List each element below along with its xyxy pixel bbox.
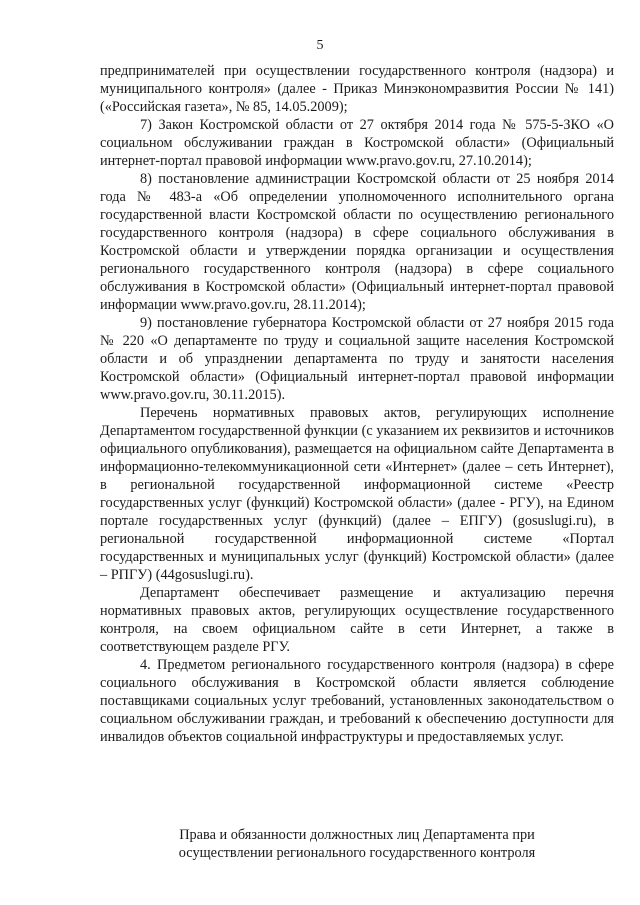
paragraph-item-7: 7) Закон Костромской области от 27 октября 2014 года № 575-5-ЗКО «О социальном обслуживании граждан в Костромской области» (Официальный интернет-портал правовой информации www.pravo.gov.ru, 27.10.2014); (100, 117, 614, 169)
page-number: 5 (316, 38, 324, 53)
document-body (100, 62, 614, 746)
section-heading (100, 826, 614, 862)
paragraph-item-9: 9) постановление губернатора Костромской области от 27 ноября 2015 года № 220 «О департаменте по труду и социальной защите населения Костромской области и об упразднении департамента по труду и занятости населения Костромской области» (Официальный интернет-портал правовой информации www.pravo.gov.ru, 30.11.2015). (100, 315, 614, 403)
paragraph-item-8: 8) постановление администрации Костромской области от 25 ноября 2014 года № 483-а «Об определении уполномоченного исполнительного органа государственной власти Костромской области по осуществлению регионального государственного контроля (надзора) в сфере социального обслуживания в Костромской области и утверждении порядка организации и осуществления регионального государственного контроля (надзора) в сфере социального обслуживания в Костромской области» (Официальный интернет-портал правовой информации www.pravo.gov.ru, 28.11.2014); (100, 171, 614, 313)
section-heading-line-1: Права и обязанности должностных лиц Департамента при (179, 827, 535, 843)
paragraph-acts-list: Перечень нормативных правовых актов, регулирующих исполнение Департаментом государственной функции (с указанием их реквизитов и источников официального опубликования), размещается на официальном сайте Департамента в информационно-телекоммуникационной сети «Интернет» (далее – сеть Интернет), в региональной государственной информационной системе «Реестр государственных услуг (функций) Костромской области» (далее - РГУ), на Едином портале государственных услуг (функций) (далее – ЕПГУ) (gosuslugi.ru), в региональной государственной информационной системе «Портал государственных и муниципальных услуг (функций) Костромской области» (далее – РПГУ) (44gosuslugi.ru). (100, 405, 614, 583)
paragraph-section-4: 4. Предметом регионального государственного контроля (надзора) в сфере социального обслуживания в Костромской области является соблюдение поставщиками социальных услуг требований, установленных законодательством о социальном обслуживании граждан, и требований к обеспечению доступности для инвалидов объектов социальной инфраструктуры и предоставляемых услуг. (100, 657, 614, 745)
paragraph-continuation: предпринимателей при осуществлении государственного контроля (надзора) и муниципального контроля» (далее - Приказ Минэкономразвития России № 141) («Российская газета», № 85, 14.05.2009); (100, 63, 614, 115)
section-heading-line-2: осуществлении регионального государственного контроля (178, 845, 536, 861)
paragraph-department-duty: Департамент обеспечивает размещение и актуализацию перечня нормативных правовых актов, регулирующих осуществление государственного контроля, на своем официальном сайте в сети Интернет, а также в соответствующем разделе РГУ. (100, 585, 614, 655)
